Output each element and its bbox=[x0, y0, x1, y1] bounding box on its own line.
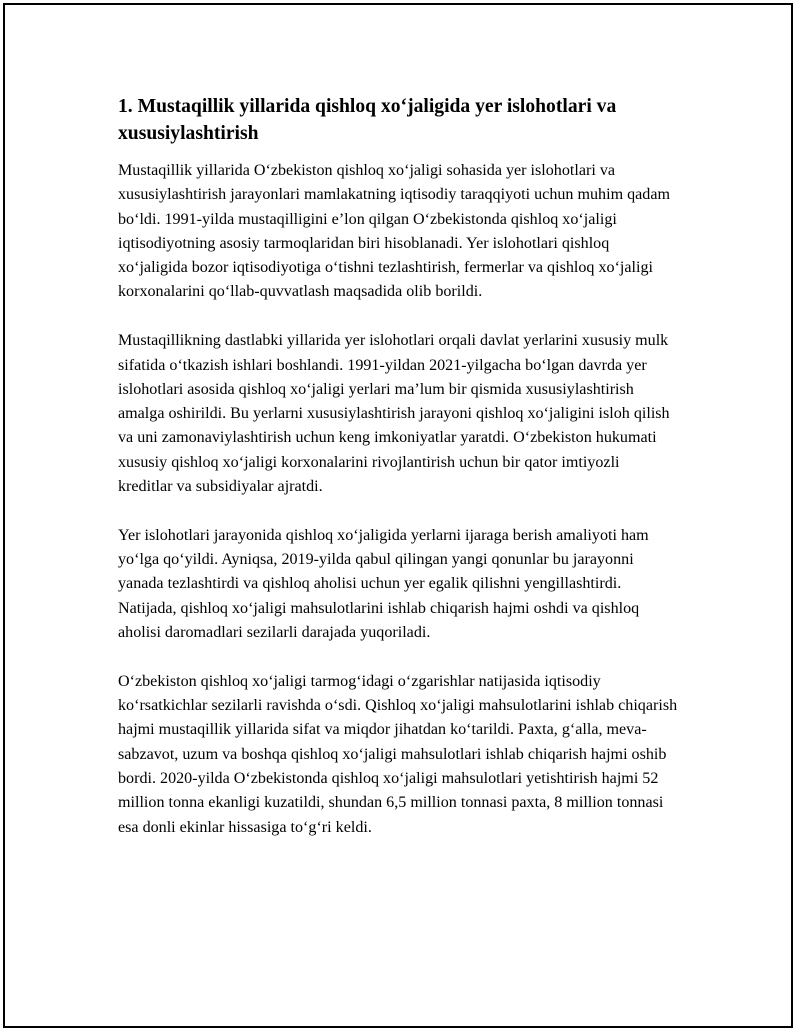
section-heading: 1. Mustaqillik yillarida qishloq xo‘jaligida yer islohotlari va xususiylashtirish bbox=[118, 96, 617, 144]
paragraph-2: Mustaqillikning dastlabki yillarida yer islohotlari orqali davlat yerlarini xususiy mulk sifatida o‘tkazish ishlari boshlandi. 1991-yildan 2021-yilgacha bo‘lgan davrda yer islohotlari asosida qishloq xo‘jaligi yerlari ma’lum bir qismida xususiylashtirish amalga oshirildi. Bu yerlarni xususiylashtirish jarayoni qishloq xo‘jaligini isloh qilish va uni zamonaviylashtirish uchun keng imkoniyatlar yaratdi. O‘zbekiston hukumati xususiy qishloq xo‘jaligi korxonalarini rivojlantirish uchun bir qator imtiyozli kreditlar va subsidiyalar ajratdi. bbox=[118, 332, 670, 496]
paragraph-4: O‘zbekiston qishloq xo‘jaligi tarmog‘idagi o‘zgarishlar natijasida iqtisodiy ko‘rsatkichlar sezilarli ravishda o‘sdi. Qishloq xo‘jaligi mahsulotlarini ishlab chiqarish hajmi mustaqillik yillarida sifat va miqdor jihatdan ko‘tarildi. Paxta, g‘alla, meva-sabzavot, uzum va boshqa qishloq xo‘jaligi mahsulotlari ishlab chiqarish hajmi oshib bordi. 2020-yilda O‘zbekistonda qishloq xo‘jaligi mahsulotlari yetishtirish hajmi 52 million tonna ekanligi kuzatildi, shundan 6,5 million tonnasi paxta, 8 million tonnasi esa donli ekinlar hissasiga to‘g‘ri keldi. bbox=[118, 672, 678, 836]
document-body bbox=[118, 93, 678, 864]
paragraph-1: Mustaqillik yillarida O‘zbekiston qishloq xo‘jaligi sohasida yer islohotlari va xususiylashtirish jarayonlari mamlakatning iqtisodiy taraqqiyoti uchun muhim qadam bo‘ldi. 1991-yilda mustaqilligini e’lon qilgan O‘zbekistonda qishloq xo‘jaligi iqtisodiyotning asosiy tarmoqlaridan biri hisoblanadi. Yer islohotlari qishloq xo‘jaligida bozor iqtisodiyotiga o‘tishni tezlashtirish, fermerlar va qishloq xo‘jaligi korxonalarini qo‘llab-quvvatlash maqsadida olib borildi. bbox=[118, 162, 671, 301]
paragraph-3: Yer islohotlari jarayonida qishloq xo‘jaligida yerlarni ijaraga berish amaliyoti ham yo‘lga qo‘yildi. Ayniqsa, 2019-yilda qabul qilingan yangi qonunlar bu jarayonni yanada tezlashtirdi va qishloq aholisi uchun yer egalik qilishni yengillashtirdi. Natijada, qishloq xo‘jaligi mahsulotlarini ishlab chiqarish hajmi oshdi va qishloq aholisi daromadlari sezilarli darajada yuqoriladi. bbox=[118, 526, 649, 642]
